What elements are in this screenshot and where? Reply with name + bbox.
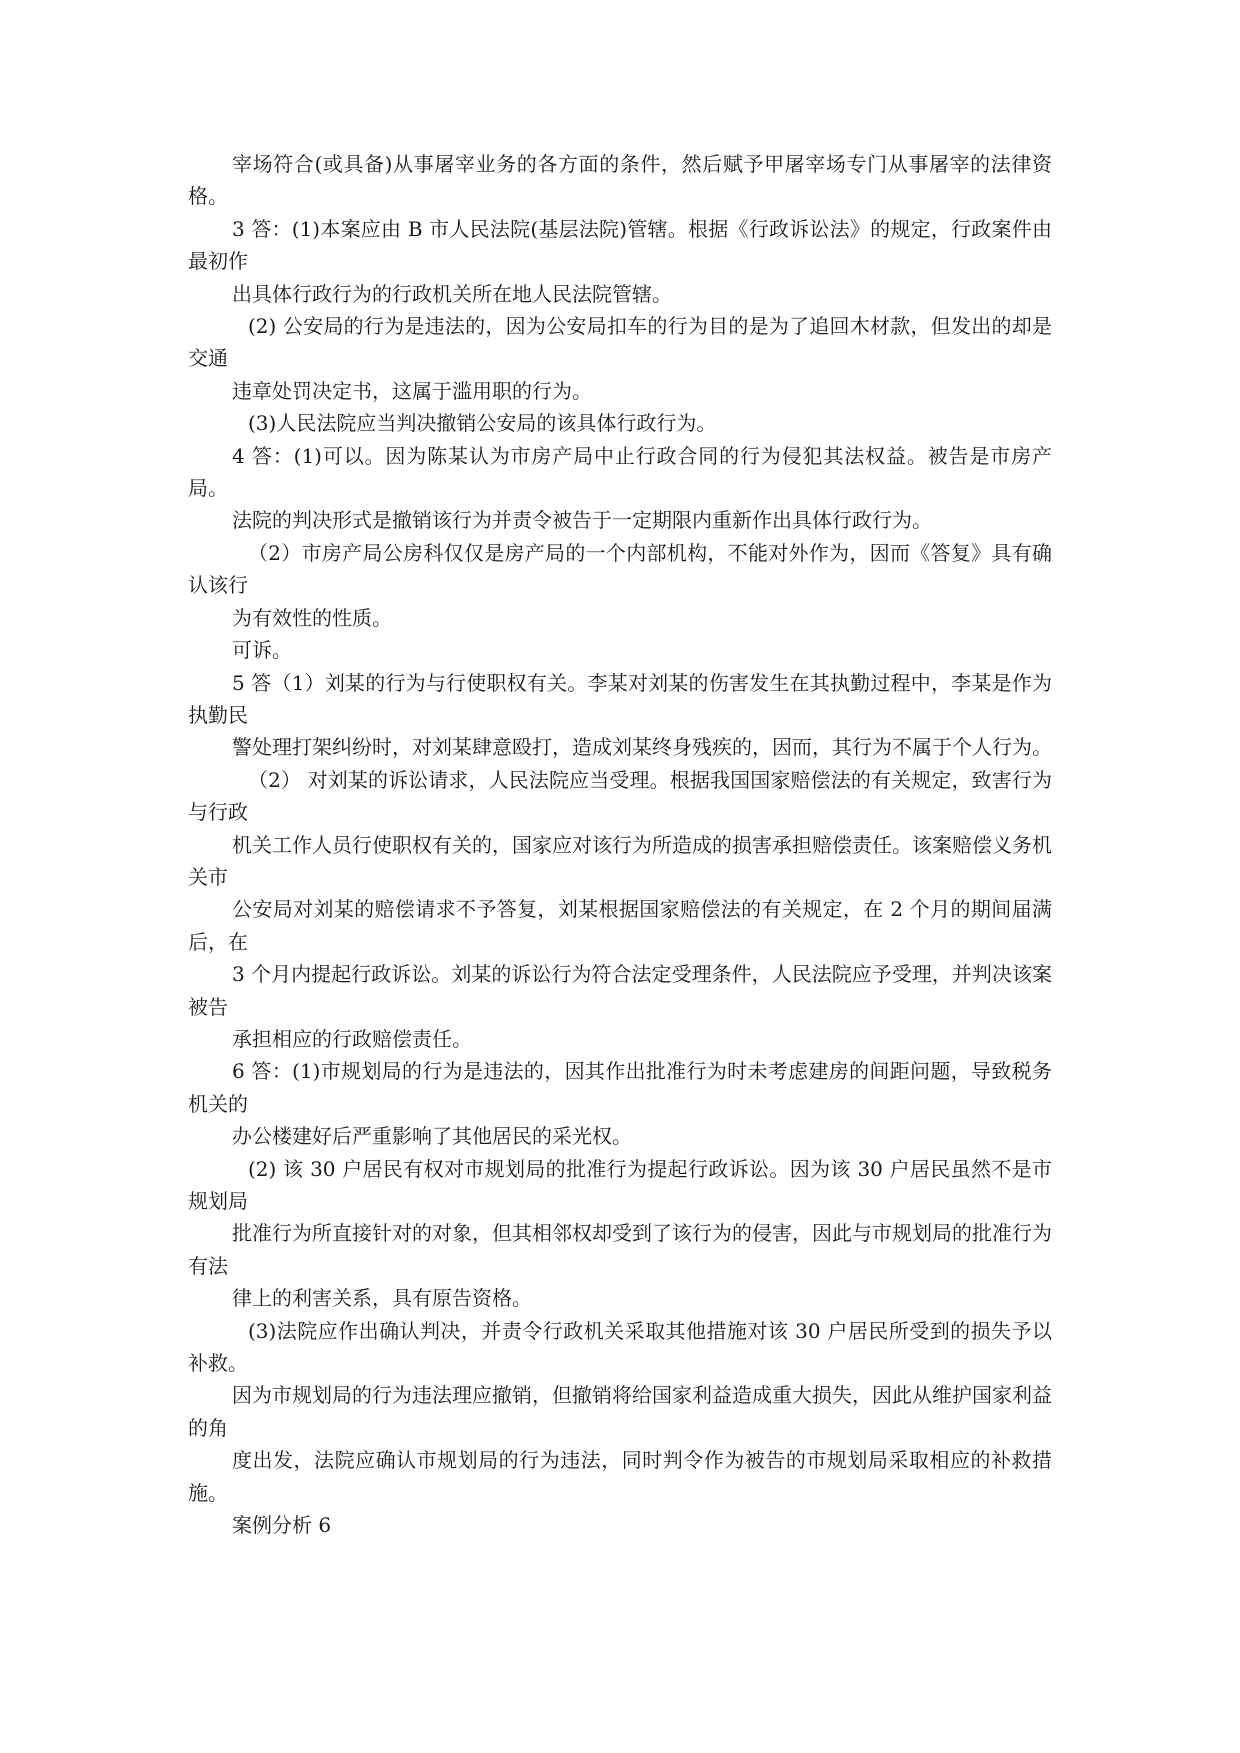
paragraph: 可诉。 [232, 638, 292, 663]
paragraph: 6 答：(1)市规划局的行为是违法的，因其作出批准行为时未考虑建房的间距问题，导致税务机关的 [188, 1059, 1052, 1116]
paragraph: 办公楼建好后严重影响了其他居民的采光权。 [232, 1124, 632, 1149]
paragraph: 为有效性的性质。 [232, 605, 392, 630]
paragraph: 因为市规划局的行为违法理应撤销，但撤销将给国家利益造成重大损失，因此从维护国家利益的角 [188, 1383, 1052, 1440]
paragraph: 公安局对刘某的赔偿请求不予答复，刘某根据国家赔偿法的有关规定，在 2 个月的期间届满后，在 [188, 897, 1052, 954]
paragraph: 承担相应的行政赔偿责任。 [232, 1026, 472, 1051]
paragraph: 3 答：(1)本案应由 B 市人民法院(基层法院)管辖。根据《行政诉讼法》的规定，行政案件由最初作 [188, 216, 1052, 274]
paragraph: （2）市房产局公房科仅仅是房产局的一个内部机构，不能对外作为，因而《答复》具有确认该行 [188, 540, 1052, 598]
paragraph: 5 答（1）刘某的行为与行使职权有关。李某对刘某的伤害发生在其执勤过程中，李某是作为执勤民 [188, 670, 1052, 727]
paragraph: 宰场符合(或具备)从事屠宰业务的各方面的条件，然后赋予甲屠宰场专门从事屠宰的法律资格。 [188, 152, 1052, 209]
paragraph: 4 答：(1)可以。因为陈某认为市房产局中止行政合同的行为侵犯其法权益。被告是市房产局。 [188, 443, 1052, 501]
paragraph: (2) 公安局的行为是违法的，因为公安局扣车的行为目的是为了追回木材款，但发出的却是交通 [188, 314, 1052, 371]
paragraph: 案例分析 6 [232, 1513, 332, 1538]
paragraph: 3 个月内提起行政诉讼。刘某的诉讼行为符合法定受理条件，人民法院应予受理，并判决该案被告 [188, 962, 1052, 1019]
document-body [188, 148, 1052, 1541]
paragraph: 律上的利害关系，具有原告资格。 [232, 1286, 532, 1311]
paragraph: 批准行为所直接针对的对象，但其相邻权却受到了该行为的侵害，因此与市规划局的批准行为有法 [188, 1221, 1052, 1278]
paragraph: (3)法院应作出确认判决，并责令行政机关采取其他措施对该 30 户居民所受到的损失予以补救。 [188, 1318, 1052, 1376]
paragraph: (2) 该 30 户居民有权对市规划局的批准行为提起行政诉讼。因为该 30 户居民虽然不是市规划局 [188, 1156, 1052, 1213]
paragraph: 出具体行政行为的行政机关所在地人民法院管辖。 [232, 281, 672, 306]
paragraph: 度出发，法院应确认市规划局的行为违法，同时判令作为被告的市规划局采取相应的补救措施。 [188, 1448, 1052, 1505]
paragraph: 违章处罚决定书，这属于滥用职的行为。 [232, 378, 592, 403]
paragraph: 机关工作人员行使职权有关的，国家应对该行为所造成的损害承担赔偿责任。该案赔偿义务机关市 [188, 832, 1052, 889]
paragraph: (3)人民法院应当判决撤销公安局的该具体行政行为。 [248, 411, 717, 436]
paragraph: 警处理打架纠纷时，对刘某肆意殴打，造成刘某终身残疾的，因而，其行为不属于个人行为。 [232, 735, 1052, 760]
paragraph: （2） 对刘某的诉讼请求，人民法院应当受理。根据我国国家赔偿法的有关规定，致害行为与行政 [188, 767, 1052, 825]
paragraph: 法院的判决形式是撤销该行为并责令被告于一定期限内重新作出具体行政行为。 [232, 508, 932, 533]
